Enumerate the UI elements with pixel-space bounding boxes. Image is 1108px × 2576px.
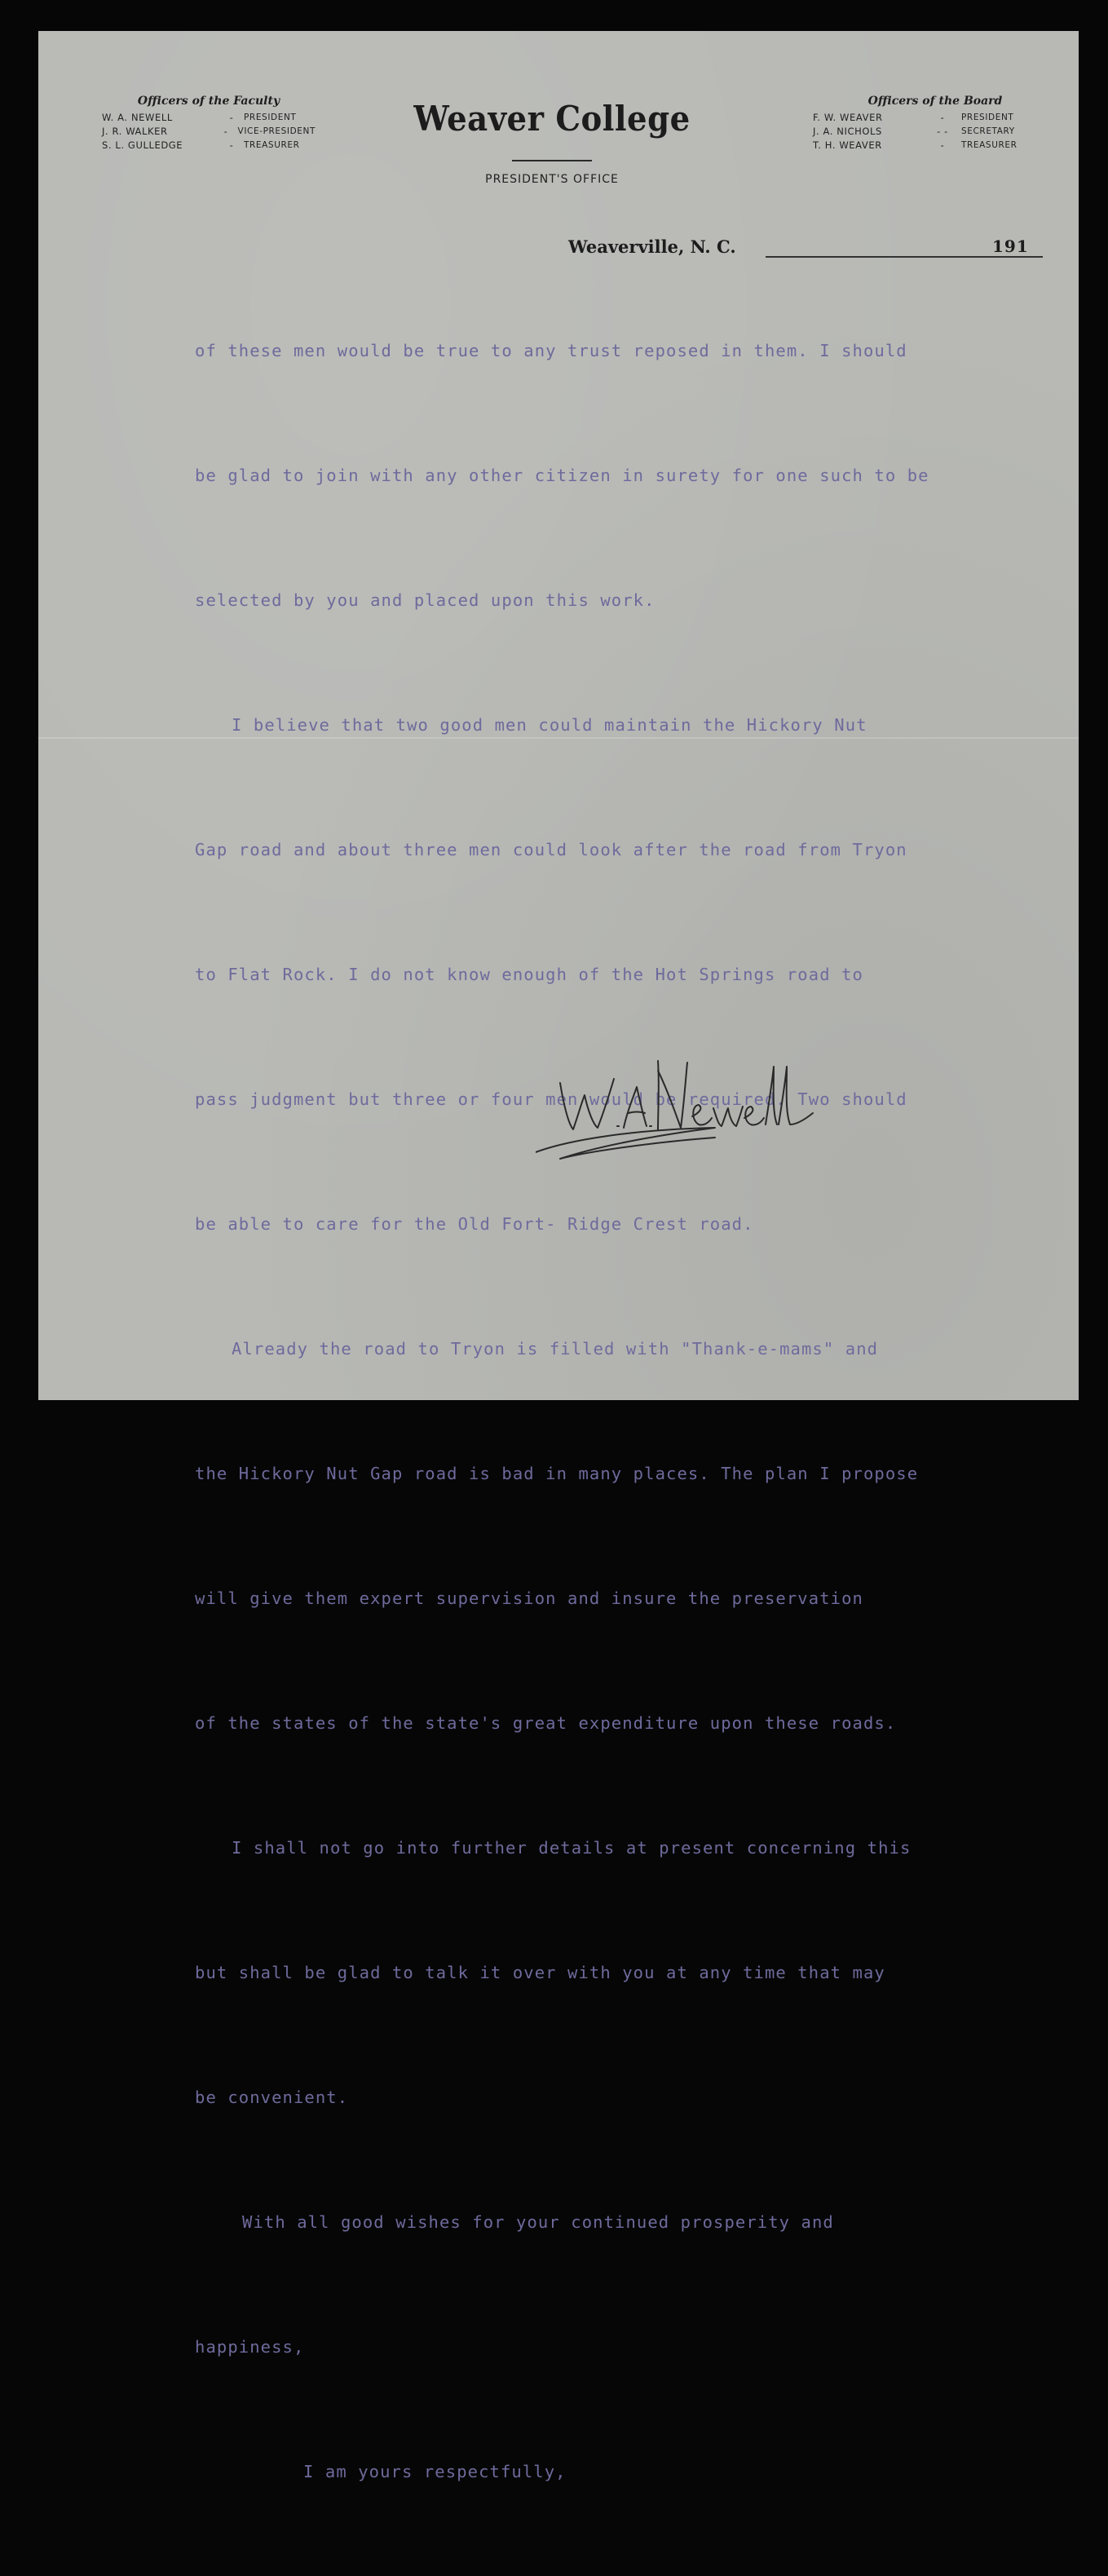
body-line: Already the road to Tryon is filled with "Thank-e-mams" and <box>232 1339 879 1359</box>
body-line: I shall not go into further details at present concerning this <box>232 1838 912 1858</box>
letter-sheet <box>38 31 1079 2481</box>
handwritten-signature <box>536 1038 829 1169</box>
college-name: Weaver College <box>413 99 691 139</box>
body-line: happiness, <box>195 2337 305 2357</box>
board-officer-row <box>813 139 1057 152</box>
officer-name: T. H. WEAVER <box>813 139 882 151</box>
body-line: but shall be glad to talk it over with you at any time that may <box>195 1963 885 1982</box>
faculty-officer-row <box>102 139 316 152</box>
body-line: I believe that two good men could maintain the Hickory Nut <box>232 715 867 735</box>
faculty-officers <box>102 95 316 152</box>
letterhead-divider <box>512 160 592 161</box>
officer-dash: - <box>229 112 234 123</box>
letter-body <box>195 247 1051 2576</box>
body-line: of these men would be true to any trust reposed in them. I should <box>195 341 907 360</box>
body-line: selected by you and placed upon this work. <box>195 590 656 610</box>
officer-dash: - <box>940 139 945 151</box>
faculty-officer-row <box>102 111 316 125</box>
body-line: to Flat Rock. I do not know enough of the Hot Springs road to <box>195 965 863 984</box>
officer-title: TREASURER <box>961 140 1018 150</box>
officer-title: PRESIDENT <box>961 113 1014 122</box>
board-officer-row <box>813 111 1057 125</box>
faculty-officer-row <box>102 125 316 139</box>
officer-title: VICE-PRESIDENT <box>237 126 316 136</box>
body-line: Gap road and about three men could look after the road from Tryon <box>195 840 907 859</box>
officer-name: S. L. GULLEDGE <box>102 139 183 151</box>
office-label: PRESIDENT'S OFFICE <box>485 173 619 186</box>
officer-name: J. A. NICHOLS <box>813 126 882 137</box>
body-line: be glad to join with any other citizen in surety for one such to be <box>195 466 929 485</box>
body-line: I am yours respectfully, <box>303 2462 567 2481</box>
body-line: the Hickory Nut Gap road is bad in many places. The plan I propose <box>195 1464 919 1483</box>
officer-name: J. R. WALKER <box>102 126 168 137</box>
officer-name: F. W. WEAVER <box>813 112 883 123</box>
board-heading: Officers of the Board <box>867 95 1003 108</box>
board-officer-row <box>813 125 1057 139</box>
body-line: be convenient. <box>195 2088 349 2107</box>
officer-title: TREASURER <box>244 140 300 150</box>
officer-title: PRESIDENT <box>244 113 297 122</box>
body-line: With all good wishes for your continued prosperity and <box>242 2212 834 2232</box>
letterhead-brand <box>389 95 715 186</box>
officer-dash: - <box>223 126 228 137</box>
year-prefix: 191 <box>992 236 1029 256</box>
body-line: will give them expert supervision and insure the preservation <box>195 1588 863 1608</box>
body-line: pass judgment but three or four men would be required. Two should <box>195 1089 907 1109</box>
place-name: Weaverville, N. C. <box>568 236 736 257</box>
faculty-heading: Officers of the Faculty <box>137 95 280 108</box>
officer-name: W. A. NEWELL <box>102 112 173 123</box>
body-line: of the states of the state's great expenditure upon these roads. <box>195 1713 897 1733</box>
body-line: be able to care for the Old Fort- Ridge Crest road. <box>195 1214 754 1234</box>
officer-title: SECRETARY <box>961 126 1015 136</box>
officer-dash: - - <box>937 126 948 137</box>
officer-dash: - <box>229 139 234 151</box>
board-officers <box>813 95 1057 152</box>
officer-dash: - <box>940 112 945 123</box>
